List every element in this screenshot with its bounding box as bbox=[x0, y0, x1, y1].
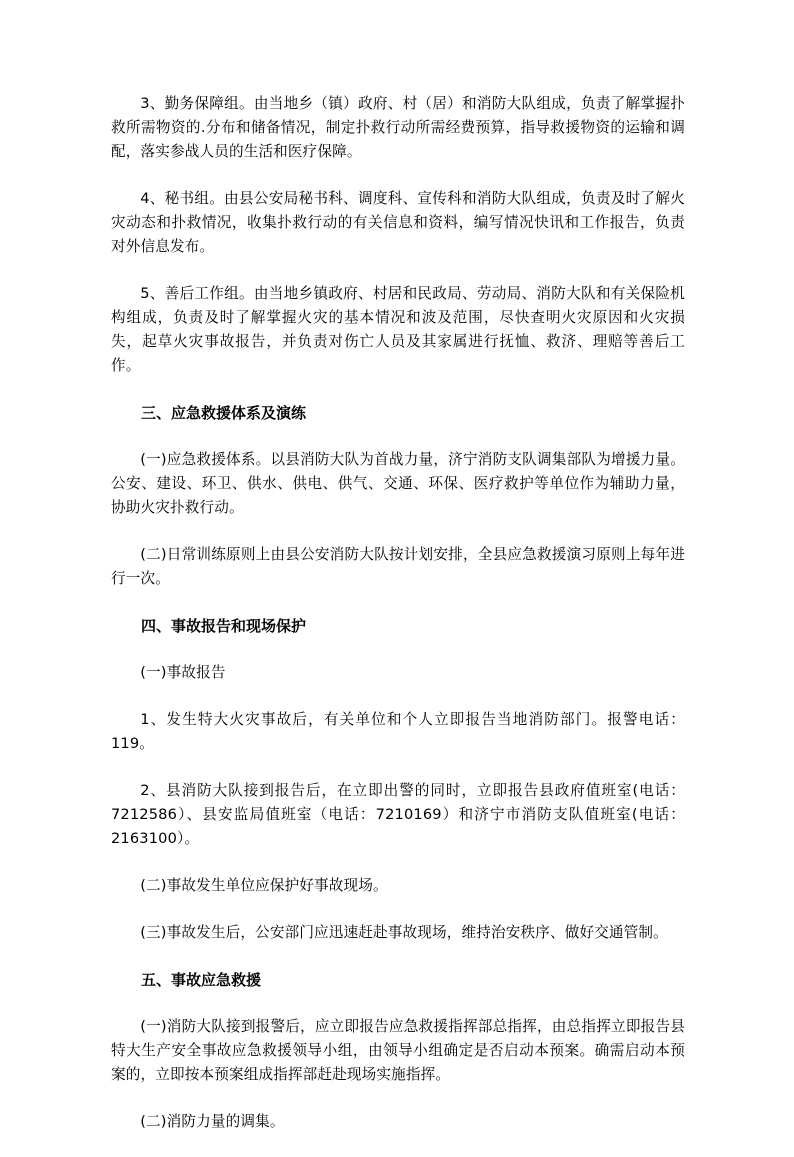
paragraph-aftermath-group: 5、善后工作组。由当地乡镇政府、村居和民政局、劳动局、消防大队和有关保险机构组成，负责及时了解掌握火灾的基本情况和波及范围，尽快查明火灾原因和火灾损失，起草火灾事故报告，并负责对伤亡人员及其家属进行抚恤、救济、理赔等善后工作。 bbox=[111, 285, 685, 374]
paragraph-duty-phones: 2、县消防大队接到报告后，在立即出警的同时，立即报告县政府值班室(电话：7212586）、县安监局值班室（电话：7210169）和济宁市消防支队值班室(电话：2163100）。 bbox=[111, 782, 685, 847]
paragraph-rescue-system: (一)应急救援体系。以县消防大队为首战力量，济宁消防支队调集部队为增援力量。公安、建设、环卫、供水、供电、供气、交通、环保、医疗救护等单位作为辅助力量，协助火灾扑救行动。 bbox=[111, 451, 685, 516]
section-heading-report-protection: 四、事故报告和现场保护 bbox=[141, 617, 307, 635]
paragraph-scene-protection: (二)事故发生单位应保护好事故现场。 bbox=[140, 877, 388, 894]
paragraph-training: (二)日常训练原则上由县公安消防大队按计划安排，全县应急救援演习原则上每年进行一次。 bbox=[111, 546, 685, 587]
paragraph-accident-report-title: (一)事故报告 bbox=[140, 664, 226, 681]
document-body bbox=[111, 92, 685, 1157]
paragraph-alarm-phone: 1、发生特大火灾事故后，有关单位和个人立即报告当地消防部门。报警电话：119。 bbox=[111, 711, 685, 752]
paragraph-secretary-group: 4、秘书组。由县公安局秘书科、调度科、宣传科和消防大队组成，负责及时了解火灾动态和扑救情况，收集扑救行动的有关信息和资料，编写情况快讯和工作报告，负责对外信息发布。 bbox=[111, 190, 685, 255]
section-heading-emergency-rescue: 五、事故应急救援 bbox=[141, 971, 262, 989]
paragraph-alarm-procedure: (一)消防大队接到报警后，应立即报告应急救援指挥部总指挥，由总指挥立即报告县特大生产安全事故应急救援领导小组，由领导小组确定是否启动本预案。确需启动本预案的，立即按本预案组成指挥部赶赴现场实施指挥。 bbox=[111, 1018, 685, 1083]
section-heading-rescue-system: 三、应急救援体系及演练 bbox=[141, 404, 307, 422]
paragraph-traffic-control: (三)事故发生后，公安部门应迅速赶赴事故现场，维持治安秩序、做好交通管制。 bbox=[140, 924, 668, 941]
paragraph-logistics-group: 3、勤务保障组。由当地乡（镇）政府、村（居）和消防大队组成，负责了解掌握扑救所需物资的.分布和储备情况，制定扑救行动所需经费预算，指导救援物资的运输和调配，落实参战人员的生活和医疗保障。 bbox=[111, 95, 685, 160]
paragraph-force-dispatch: (二)消防力量的调集。 bbox=[140, 1113, 285, 1130]
